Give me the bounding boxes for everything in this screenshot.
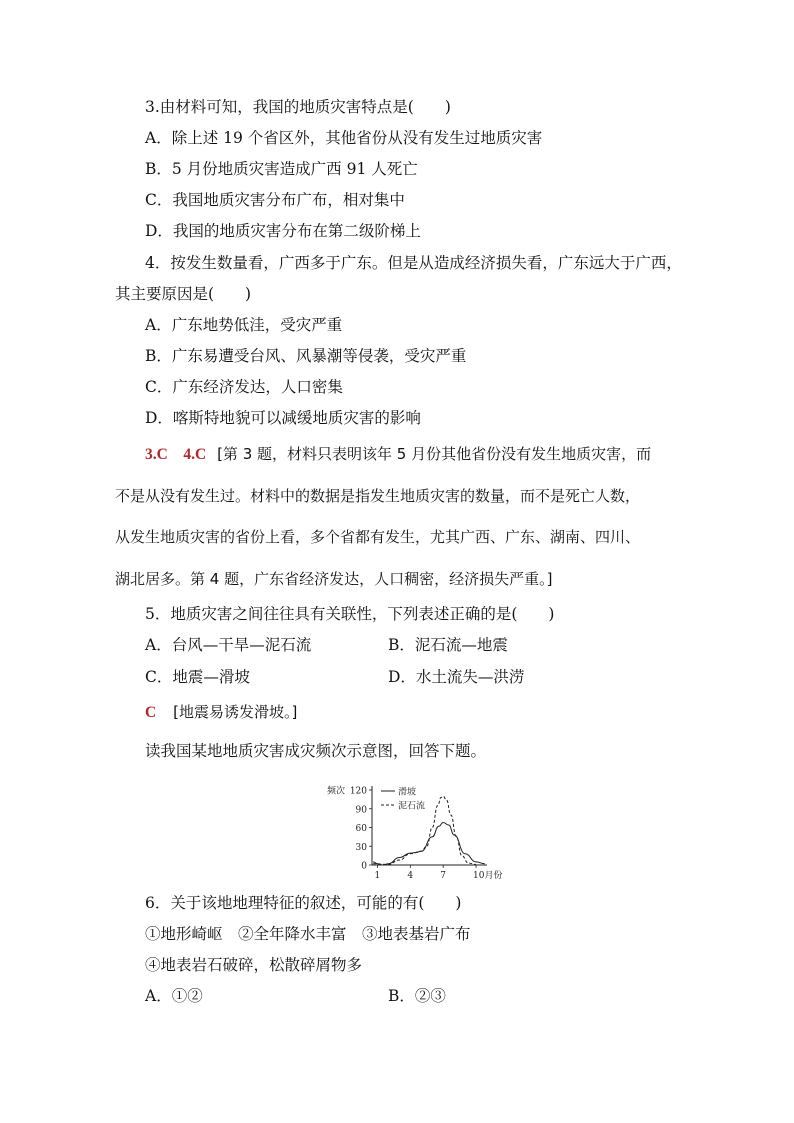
q6-items-line2: ④地表岩石破碎，松散碎屑物多 — [145, 956, 363, 974]
answer-5-label: C — [145, 704, 157, 721]
answer-34-line1 — [145, 444, 651, 465]
answer-34-explanation-1: [第 3 题，材料只表明该年 5 月份其他省份没有发生地质灾害，而 — [217, 445, 652, 463]
series-line-debris-flow — [373, 796, 476, 864]
answer-34-explanation-2: 不是从没有发生过。材料中的数据是指发生地质灾害的数量，而不是死亡人数， — [115, 487, 641, 505]
q5-option-c: C．地震—滑坡 — [145, 668, 250, 686]
y-tick-label: 60 — [355, 824, 367, 834]
answer-5-line — [145, 702, 297, 723]
answer-34-explanation-4: 湖北居多。第 4 题，广东省经济发达，人口稠密，经济损失严重。] — [115, 570, 553, 588]
q3-option-d: D．我国的地质灾害分布在第二级阶梯上 — [145, 222, 421, 240]
q4-option-a: A．广东地势低洼，受灾严重 — [145, 316, 343, 334]
answer-34-explanation-3: 从发生地质灾害的省份上看，多个省都有发生，尤其广西、广东、湖南、四川、 — [115, 528, 641, 546]
q3-option-c: C．我国地质灾害分布广布，相对集中 — [145, 191, 405, 209]
q5-stem: 5．地质灾害之间往往具有关联性，下列表述正确的是( ) — [145, 605, 555, 623]
q5-option-d: D．水土流失—洪涝 — [388, 668, 525, 686]
answer-5-explanation: [地震易诱发滑坡。] — [173, 703, 298, 721]
y-tick-label: 90 — [355, 805, 367, 816]
y-axis-label: 频次 — [327, 786, 346, 797]
q3-option-b: B．5 月份地质灾害造成广西 91 人死亡 — [145, 160, 418, 178]
q4-option-c: C．广东经济发达，人口密集 — [145, 378, 343, 396]
q4-stem-line2: 其主要原因是( ) — [115, 285, 252, 303]
x-tick-label: 1 — [374, 871, 381, 881]
y-tick-label: 0 — [361, 861, 367, 872]
q6-option-a: A．①② — [145, 987, 203, 1005]
q4-stem-line1: 4．按发生数量看，广西多于广东。但是从造成经济损失看，广东远大于广西， — [145, 254, 682, 272]
x-tick-label: 10月份 — [473, 871, 503, 881]
q4-option-b: B．广东易遭受台风、风暴潮等侵袭，受灾严重 — [145, 347, 467, 365]
q6-stem: 6．关于该地地理特征的叙述，可能的有( ) — [145, 894, 462, 912]
q5-option-b: B．泥石流—地震 — [388, 636, 508, 654]
q6-items-line1: ①地形崎岖 ②全年降水丰富 ③地表基岩广布 — [145, 925, 471, 943]
series-line-landslide — [373, 823, 485, 866]
answer-34-label: 3.C 4.C — [145, 446, 207, 463]
q5-option-a: A．台风—干旱—泥石流 — [145, 636, 312, 654]
q3-option-a: A．除上述 19 个省区外，其他省份从没有发生过地质灾害 — [145, 129, 543, 147]
q3-stem: 3.由材料可知，我国的地质灾害特点是( ) — [145, 98, 451, 116]
x-tick-label: 7 — [440, 871, 446, 881]
y-tick-label: 120 — [349, 786, 367, 797]
chart-intro: 读我国某地地质灾害成灾频次示意图，回答下题。 — [145, 742, 487, 760]
legend-label: 泥石流 — [398, 801, 426, 812]
q6-option-b: B．②③ — [388, 987, 446, 1005]
x-tick-label: 4 — [407, 871, 414, 881]
legend-label: 滑坡 — [398, 787, 417, 798]
y-tick-label: 30 — [355, 842, 367, 853]
q4-option-d: D．喀斯特地貌可以减缓地质灾害的影响 — [145, 409, 421, 427]
